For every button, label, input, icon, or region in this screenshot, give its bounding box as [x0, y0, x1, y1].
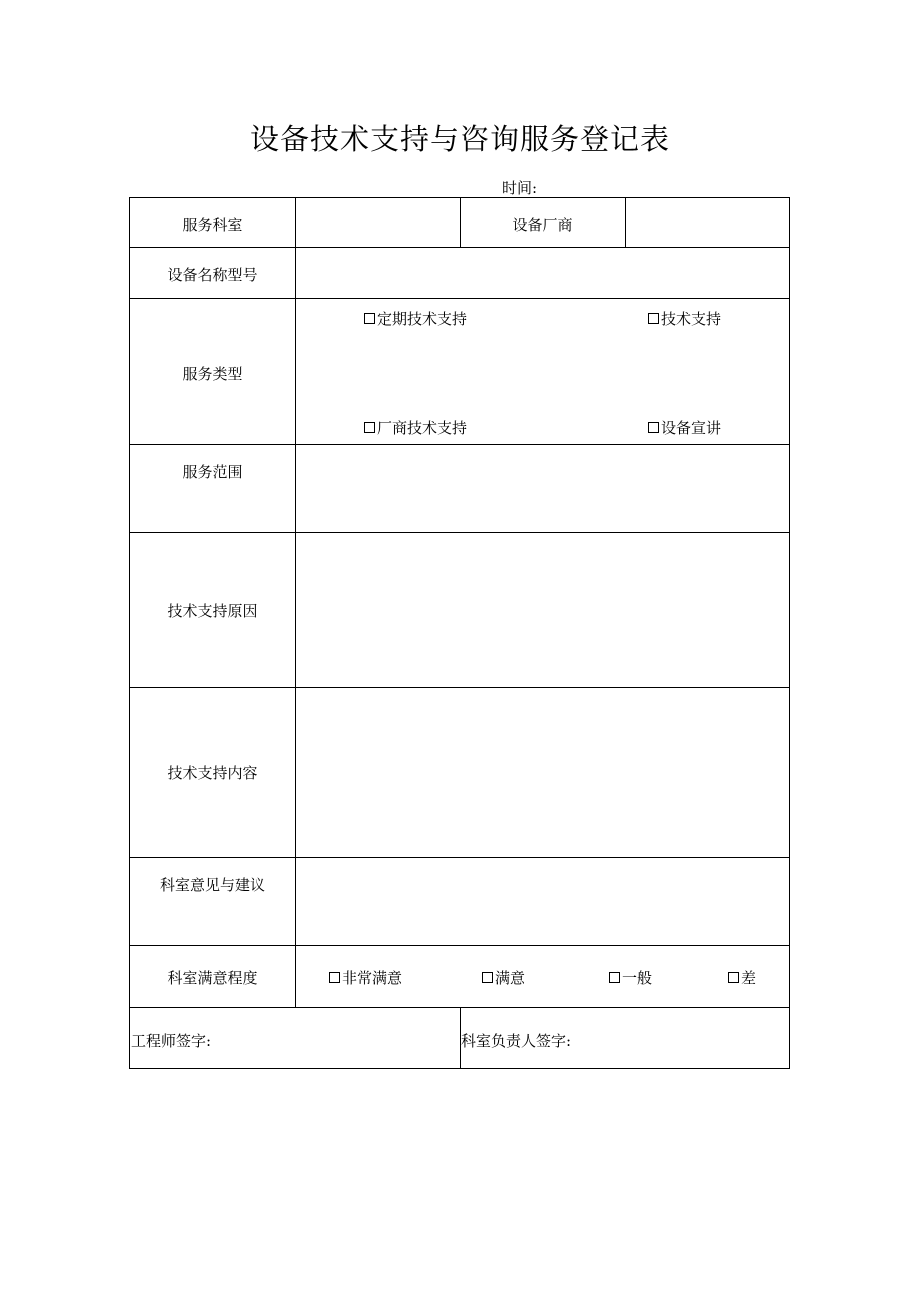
support-content-label: 技术支持内容	[167, 764, 258, 782]
option-scheduled-support[interactable]: 定期技术支持	[364, 308, 467, 329]
checkbox-icon[interactable]	[728, 972, 739, 983]
device-model-label: 设备名称型号	[167, 266, 258, 284]
checkbox-icon[interactable]	[648, 313, 659, 324]
dept-head-signature-field[interactable]	[590, 1008, 789, 1068]
service-dept-label: 服务科室	[182, 216, 243, 234]
vendor-label: 设备厂商	[512, 216, 573, 234]
dept-satisfaction-label: 科室满意程度	[167, 969, 258, 987]
dept-head-signature-label: 科室负责人签字:	[461, 1032, 572, 1050]
checkbox-icon[interactable]	[329, 972, 340, 983]
option-poor[interactable]: 差	[728, 967, 756, 988]
checkbox-icon[interactable]	[482, 972, 493, 983]
checkbox-icon[interactable]	[364, 313, 375, 324]
support-content-field[interactable]	[296, 688, 789, 857]
service-scope-label: 服务范围	[182, 463, 243, 481]
option-device-presentation[interactable]: 设备宣讲	[648, 417, 721, 438]
option-average[interactable]: 一般	[609, 967, 652, 988]
option-very-satisfied[interactable]: 非常满意	[329, 967, 402, 988]
service-dept-field[interactable]	[296, 198, 460, 247]
checkbox-icon[interactable]	[648, 422, 659, 433]
engineer-signature-label: 工程师签字:	[131, 1032, 212, 1050]
dept-opinion-label: 科室意见与建议	[159, 876, 265, 894]
device-model-field[interactable]	[296, 248, 789, 298]
option-technical-support[interactable]: 技术支持	[648, 308, 721, 329]
support-reason-label: 技术支持原因	[167, 602, 258, 620]
service-scope-field[interactable]	[296, 445, 789, 532]
time-label: 时间:	[502, 179, 538, 197]
service-type-label: 服务类型	[182, 365, 243, 383]
dept-opinion-field[interactable]	[296, 858, 789, 945]
option-vendor-support[interactable]: 厂商技术支持	[364, 417, 467, 438]
option-satisfied[interactable]: 满意	[482, 967, 525, 988]
checkbox-icon[interactable]	[364, 422, 375, 433]
checkbox-icon[interactable]	[609, 972, 620, 983]
engineer-signature-field[interactable]	[230, 1008, 459, 1068]
form-title: 设备技术支持与咨询服务登记表	[249, 122, 670, 156]
support-reason-field[interactable]	[296, 533, 789, 687]
registration-form	[129, 197, 790, 1069]
vendor-field[interactable]	[626, 198, 789, 247]
